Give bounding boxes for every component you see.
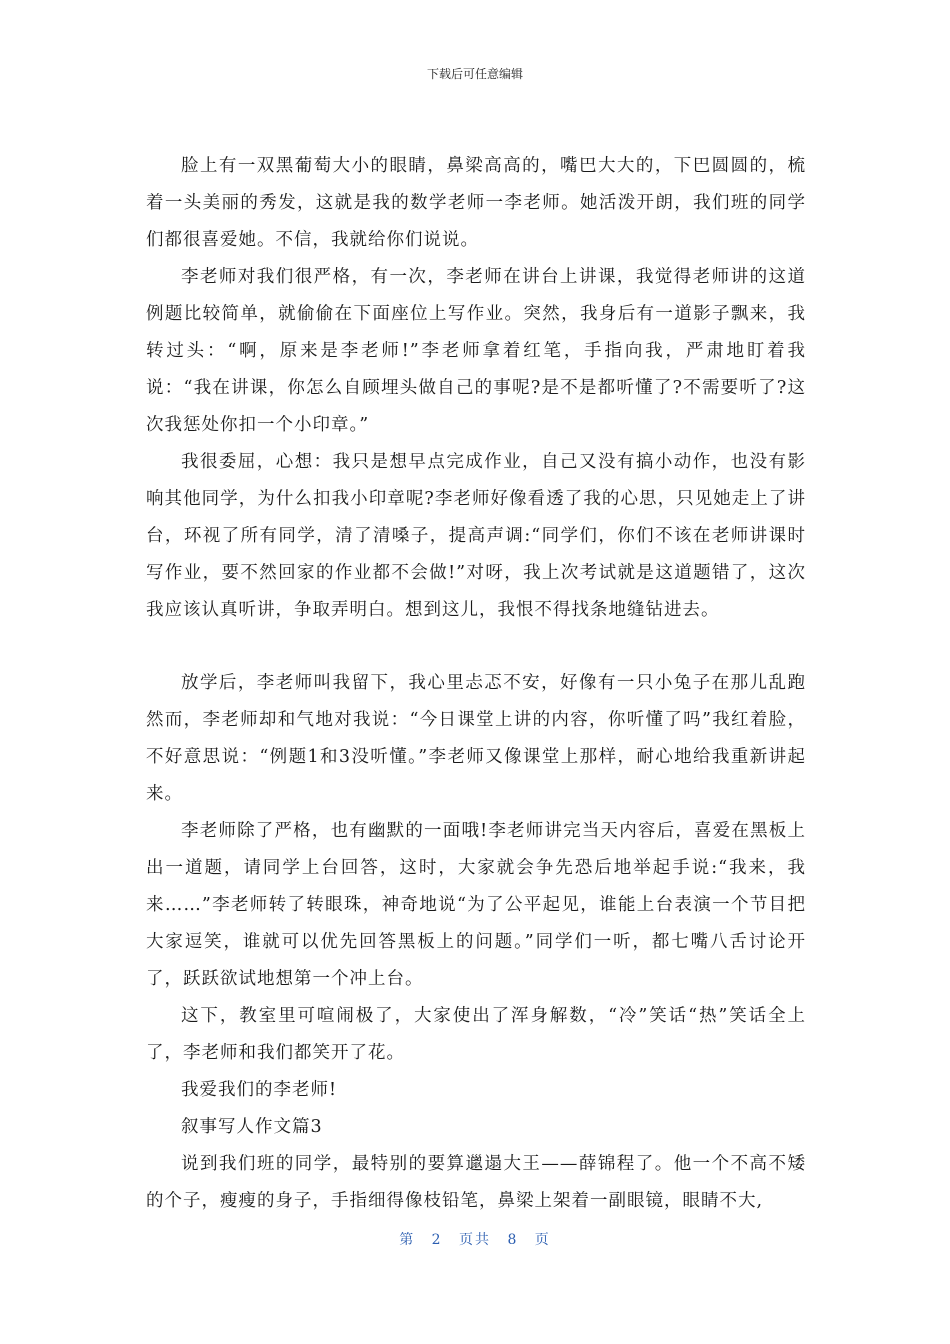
paragraph: 李老师除了严格，也有幽默的一面哦!李老师讲完当天内容后，喜爱在黑板上出一道题，请同学上台回答，这时，大家就会争先恐后地举起手说:“我来，我来……”李老师转了转眼珠，神奇地说“为了公平起见，谁能上台表演一个节目把大家逗笑，谁就可以优先回答黑板上的问题。”同学们一听，都七嘴八舌讨论开了，跃跃欲试地想第一个冲上台。: [146, 821, 806, 989]
paragraph: 脸上有一双黑葡萄大小的眼睛，鼻梁高高的，嘴巴大大的，下巴圆圆的，梳着一头美丽的秀发，这就是我的数学老师一李老师。她活泼开朗，我们班的同学们都很喜爱她。不信，我就给你们说说。: [146, 156, 806, 250]
page-header: 下载后可任意编辑: [426, 67, 523, 81]
paragraph: 放学后，李老师叫我留下，我心里忐忑不安，好像有一只小兔子在那儿乱跑然而，李老师却和气地对我说：“今日课堂上讲的内容，你听懂了吗”我红着脸，不好意思说：“例题1和3没听懂。”李老师又像课堂上那样，耐心地给我重新讲起来。: [146, 673, 806, 804]
document-body: [146, 148, 806, 1220]
paragraph: 这下，教室里可喧闹极了，大家使出了浑身解数，“冷”笑话“热”笑话全上了，李老师和我们都笑开了花。: [146, 1006, 806, 1063]
paragraph: 我很委屈，心想：我只是想早点完成作业，自己又没有搞小动作，也没有影响其他同学，为什么扣我小印章呢?李老师好像看透了我的心思，只见她走上了讲台，环视了所有同学，清了清嗓子，提高声调:“同学们，你们不该在老师讲课时写作业，要不然回家的作业都不会做!”对呀，我上次考试就是这道题错了，这次我应该认真听讲，争取弄明白。想到这儿，我恨不得找条地缝钻进去。: [146, 452, 806, 620]
page-footer: 第 2 页共 8 页: [399, 1232, 551, 1248]
section-heading: 叙事写人作文篇3: [181, 1117, 323, 1137]
paragraph: 说到我们班的同学，最特别的要算邋遢大王——薛锦程了。他一个不高不矮的个子，瘦瘦的身子，手指细得像枝铅笔，鼻梁上架着一副眼镜，眼睛不大,: [146, 1154, 806, 1211]
paragraph: 李老师对我们很严格，有一次，李老师在讲台上讲课，我觉得老师讲的这道例题比较简单，就偷偷在下面座位上写作业。突然，我身后有一道影子飘来，我转过头：“啊，原来是李老师!”李老师拿着红笔，手指向我，严肃地盯着我说：“我在讲课，你怎么自顾埋头做自己的事呢?是不是都听懂了?不需要听了?这次我惩处你扣一个小印章。”: [146, 267, 806, 435]
paragraph: 我爱我们的李老师!: [181, 1080, 338, 1100]
